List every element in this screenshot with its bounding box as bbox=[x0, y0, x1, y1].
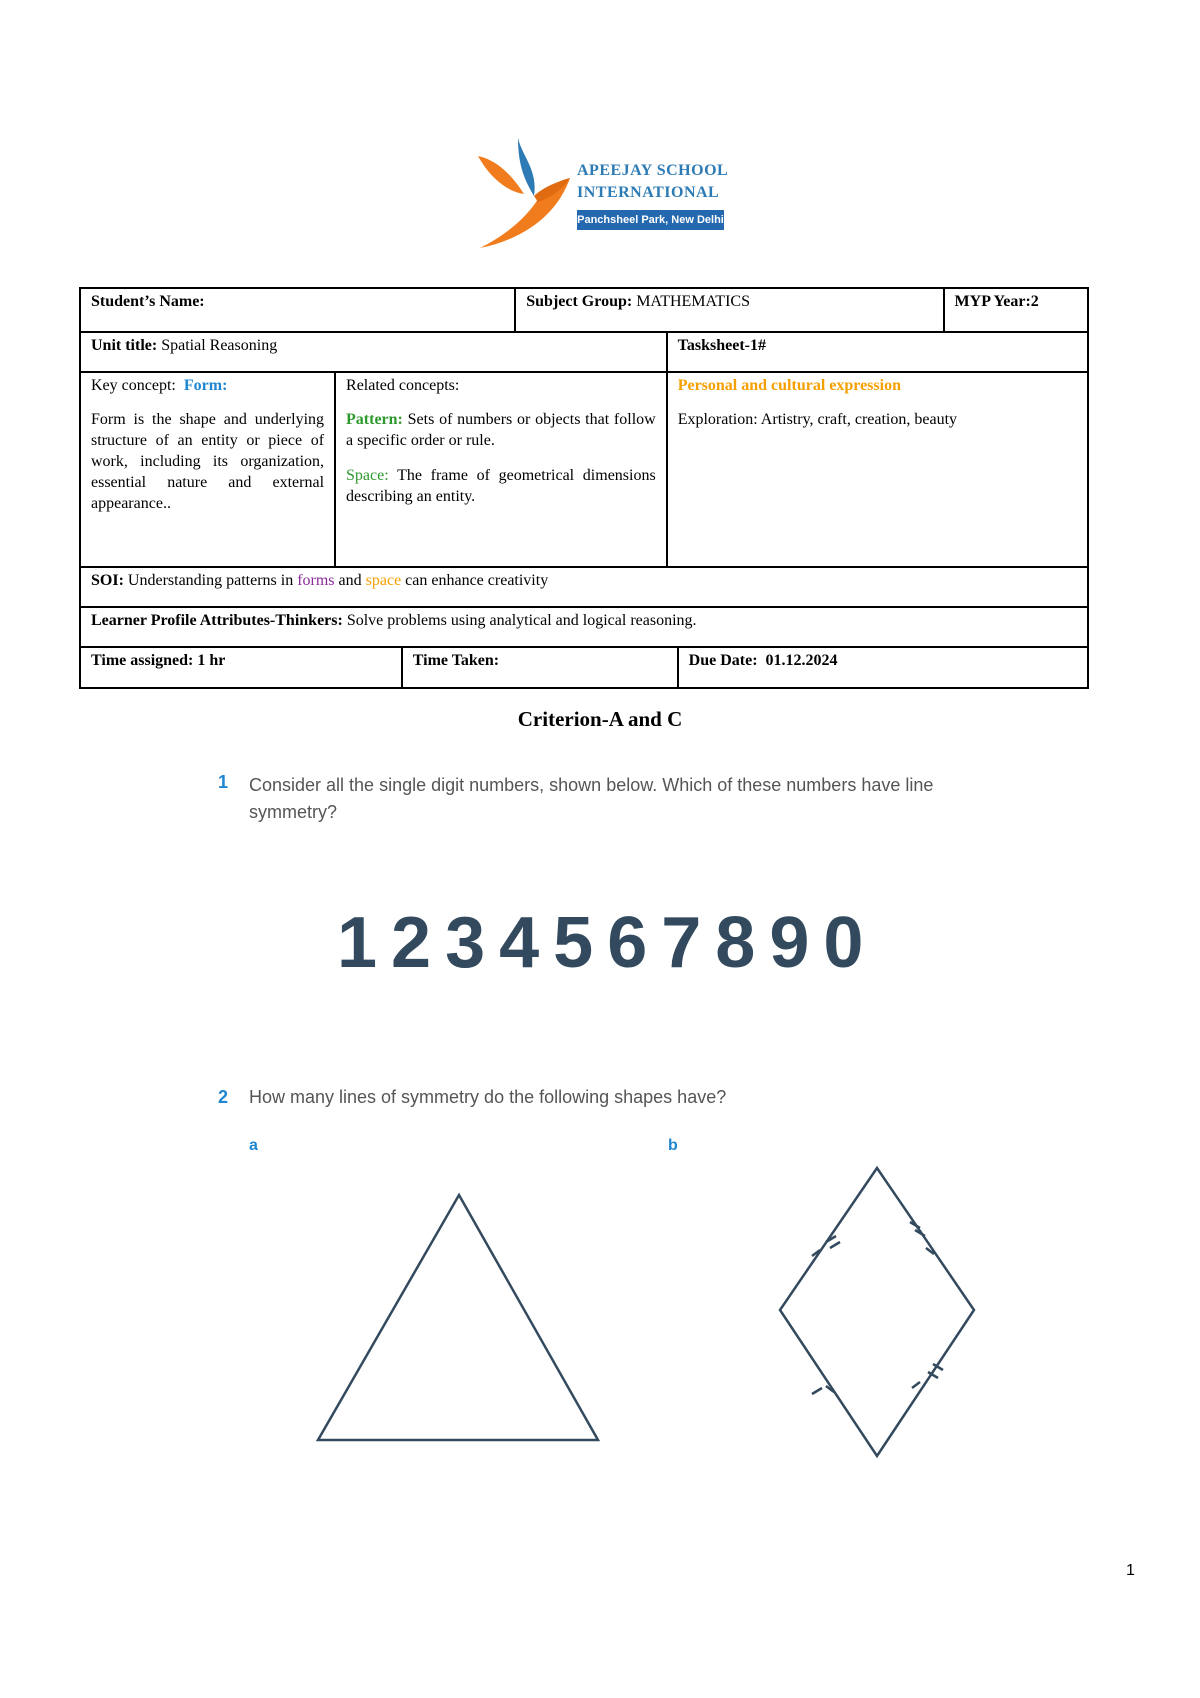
key-concept-cell bbox=[81, 373, 336, 566]
q1-number: 1 bbox=[218, 772, 229, 792]
space-desc: The frame of geometrical dimensions describing an entity. bbox=[346, 467, 656, 505]
shape-a-label: a bbox=[249, 1137, 258, 1154]
unit-value: Spatial Reasoning bbox=[161, 337, 278, 354]
page-number: 1 bbox=[1126, 1562, 1135, 1579]
key-concept-label: Key concept: bbox=[91, 377, 176, 394]
info-table bbox=[79, 287, 1089, 689]
key-concept-value: Form: bbox=[183, 377, 228, 394]
subject-value: MATHEMATICS bbox=[636, 293, 750, 310]
subject-label: Subject Group: bbox=[526, 293, 633, 310]
due-date-cell bbox=[679, 648, 1087, 687]
shapes-figure bbox=[0, 1160, 1200, 1480]
q2-text: How many lines of symmetry do the following shapes have? bbox=[249, 1087, 727, 1107]
pattern-label: Pattern: bbox=[346, 411, 403, 428]
soi-cell bbox=[81, 568, 1087, 606]
soi-text-before: Understanding patterns in bbox=[127, 572, 294, 589]
logo-location: Panchsheel Park, New Delhi bbox=[577, 210, 724, 230]
global-context-label: Personal and cultural expression bbox=[677, 377, 901, 394]
digits-row: 1234567890 bbox=[337, 903, 878, 983]
q2-number: 2 bbox=[218, 1087, 229, 1107]
unit-label: Unit title: bbox=[91, 337, 158, 354]
logo-line1: APEEJAY SCHOOL bbox=[577, 162, 729, 179]
logo-line2: INTERNATIONAL bbox=[577, 184, 720, 201]
soi-label: SOI: bbox=[91, 572, 124, 589]
school-logo bbox=[478, 138, 740, 250]
due-date-value: 01.12.2024 bbox=[765, 652, 838, 669]
time-taken-cell[interactable] bbox=[403, 648, 679, 687]
myp-label: MYP Year:2 bbox=[954, 293, 1039, 310]
q1-line1: Consider all the single digit numbers, shown below. Which of these numbers have line bbox=[249, 775, 934, 795]
student-name-label: Student’s Name: bbox=[91, 293, 205, 310]
learner-profile-cell bbox=[81, 608, 1087, 646]
soi-forms: forms bbox=[297, 572, 335, 589]
q1-line2: symmetry? bbox=[249, 802, 338, 822]
student-name-cell[interactable] bbox=[81, 289, 516, 331]
time-assigned-cell bbox=[81, 648, 403, 687]
key-concept-desc: Form is the shape and underlying structure of an entity or piece of work, including its organization, essential nature and external appearance.. bbox=[91, 411, 325, 512]
shape-b-label: b bbox=[668, 1137, 678, 1154]
tasksheet-cell bbox=[668, 333, 1087, 371]
time-taken-label: Time Taken: bbox=[412, 652, 500, 669]
bird-logo-icon bbox=[478, 138, 578, 250]
related-concepts-cell bbox=[336, 373, 668, 566]
learner-profile-text: Solve problems using analytical and logical reasoning. bbox=[346, 612, 697, 629]
subject-cell bbox=[516, 289, 944, 331]
due-date-label: Due Date: bbox=[688, 652, 758, 669]
myp-cell bbox=[945, 289, 1087, 331]
q1-text bbox=[249, 772, 933, 826]
criterion-heading: Criterion-A and C bbox=[517, 707, 683, 731]
global-context-desc: Exploration: Artistry, craft, creation, beauty bbox=[677, 411, 958, 428]
rhombus-shape bbox=[780, 1168, 974, 1456]
tasksheet-label: Tasksheet-1# bbox=[677, 337, 766, 354]
soi-text-after: can enhance creativity bbox=[405, 572, 549, 589]
global-context-cell bbox=[668, 373, 1087, 566]
space-label: Space: bbox=[346, 467, 389, 484]
soi-space: space bbox=[365, 572, 402, 589]
time-assigned: Time assigned: 1 hr bbox=[91, 652, 226, 669]
learner-profile-label: Learner Profile Attributes-Thinkers: bbox=[91, 612, 343, 629]
triangle-shape bbox=[318, 1195, 598, 1440]
pattern-desc: Sets of numbers or objects that follow a specific order or rule. bbox=[346, 411, 656, 449]
unit-cell bbox=[81, 333, 668, 371]
related-concepts-label: Related concepts: bbox=[346, 377, 460, 394]
soi-and: and bbox=[338, 572, 362, 589]
